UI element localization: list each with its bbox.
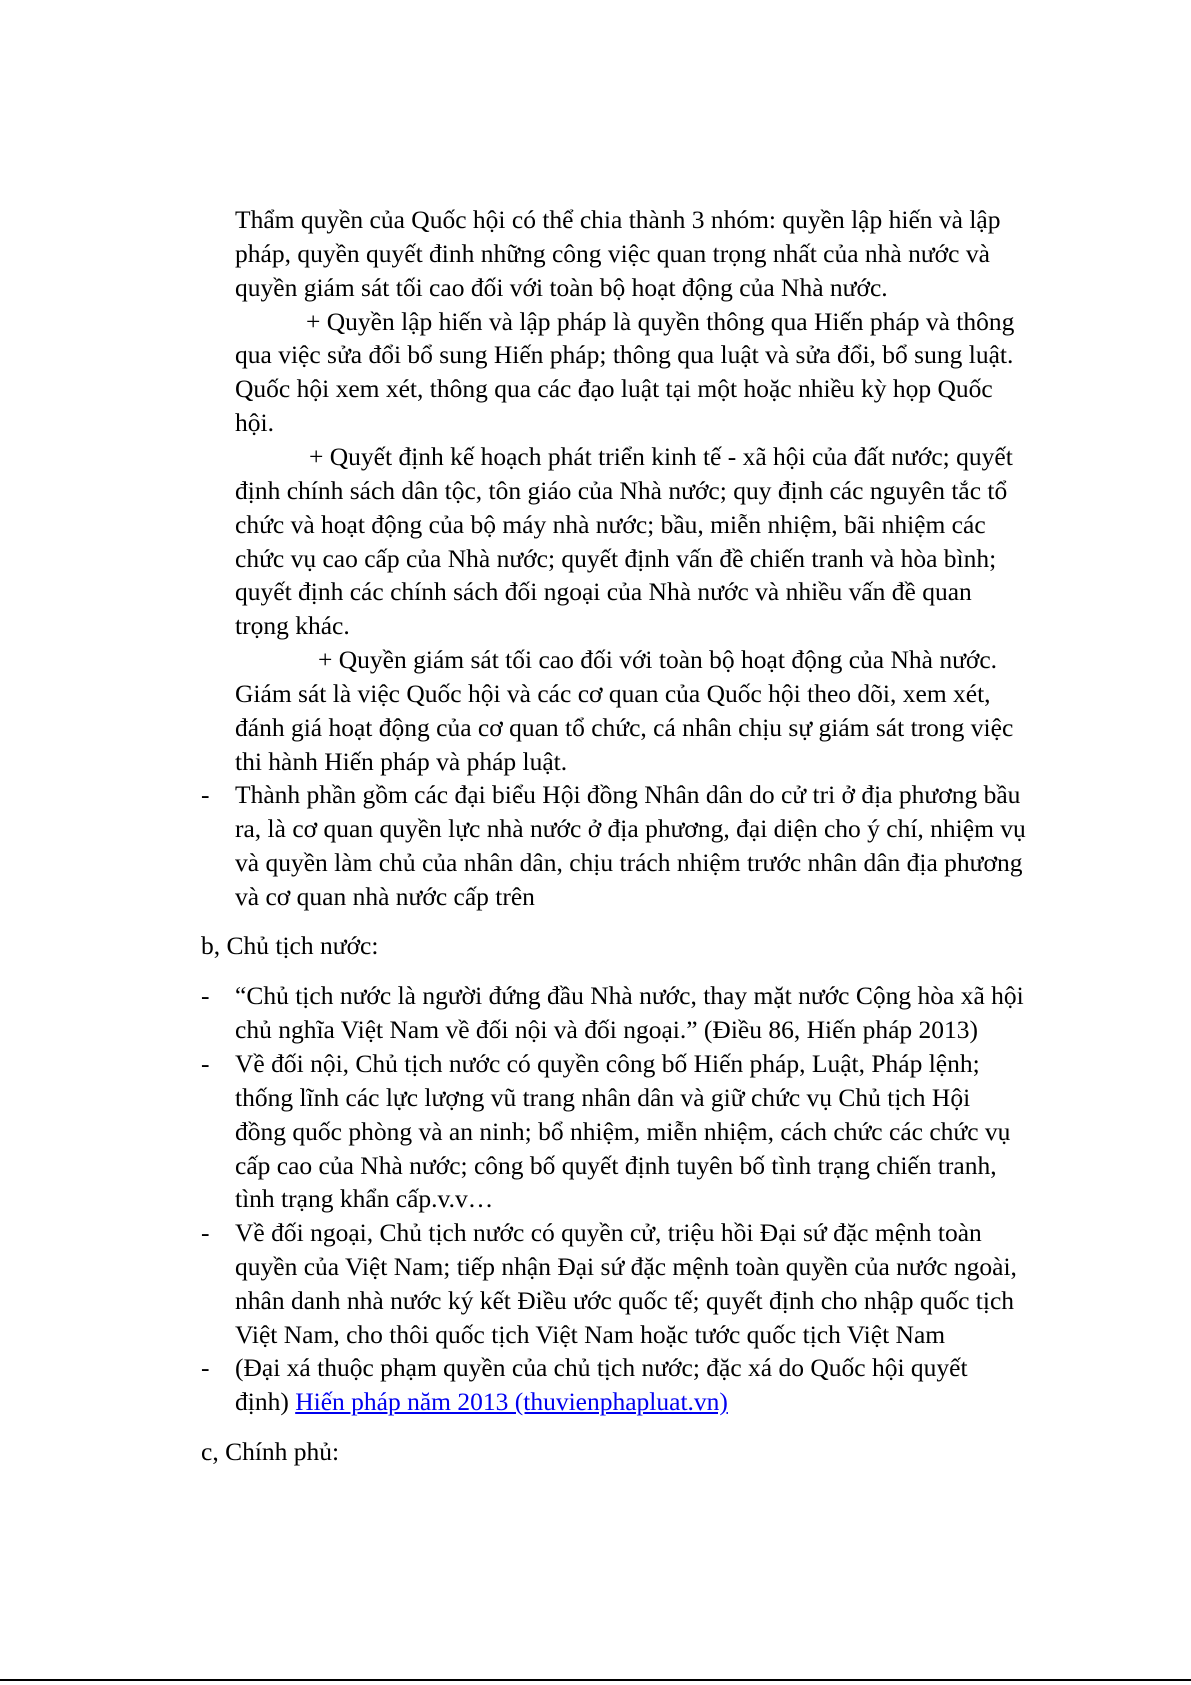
bullet-line: Về đối ngoại, Chủ tịch nước có quyền cử, triệu hồi Đại sứ đặc mệnh toàn: [235, 1218, 982, 1247]
constitution-2013-link[interactable]: Hiến pháp năm 2013 (thuvienphapluat.vn): [295, 1387, 728, 1416]
bullet-line: “Chủ tịch nước là người đứng đầu Nhà nước, thay mặt nước Cộng hòa xã hội: [235, 981, 1024, 1010]
bullet-marker: -: [201, 1049, 210, 1078]
section-heading: c, Chính phủ:: [201, 1437, 340, 1466]
bullet-marker: -: [201, 981, 210, 1010]
bullet-line: [235, 1385, 728, 1419]
bullet-line: đồng quốc phòng và an ninh; bổ nhiệm, miễn nhiệm, cách chức các chức vụ: [235, 1117, 1011, 1146]
section-heading: b, Chủ tịch nước:: [201, 931, 379, 960]
bullet-line: tình trạng khẩn cấp.v.v…: [235, 1184, 494, 1213]
bullet-line: Về đối nội, Chủ tịch nước có quyền công bố Hiến pháp, Luật, Pháp lệnh;: [235, 1049, 980, 1078]
bullet-line: cấp cao của Nhà nước; công bố quyết định tuyên bố tình trạng chiến tranh,: [235, 1151, 997, 1180]
bullet-line: Việt Nam, cho thôi quốc tịch Việt Nam hoặc tước quốc tịch Việt Nam: [235, 1320, 946, 1349]
bullet-marker: -: [201, 1218, 210, 1247]
bullet-line: và cơ quan nhà nước cấp trên: [235, 882, 535, 911]
bullet-marker: -: [201, 1353, 210, 1382]
bullet-line: quyền của Việt Nam; tiếp nhận Đại sứ đặc mệnh toàn quyền của nước ngoài,: [235, 1252, 1017, 1281]
paragraph-line: trọng khác.: [235, 611, 350, 640]
bullet-line: ra, là cơ quan quyền lực nhà nước ở địa phương, đại diện cho ý chí, nhiệm vụ: [235, 814, 1026, 843]
paragraph-line: + Quyền giám sát tối cao đối với toàn bộ hoạt động của Nhà nước.: [318, 645, 998, 674]
paragraph-line: qua việc sửa đổi bổ sung Hiến pháp; thông qua luật và sửa đổi, bổ sung luật.: [235, 340, 1014, 369]
paragraph-line: Thẩm quyền của Quốc hội có thể chia thành 3 nhóm: quyền lập hiến và lập: [235, 205, 1001, 234]
bullet-line: Thành phần gồm các đại biểu Hội đồng Nhân dân do cử tri ở địa phương bầu: [235, 780, 1021, 809]
paragraph-line: pháp, quyền quyết đinh những công việc quan trọng nhất của nhà nước và: [235, 239, 990, 268]
bullet-line: và quyền làm chủ của nhân dân, chịu trách nhiệm trước nhân dân địa phương: [235, 848, 1023, 877]
paragraph-line: chức và hoạt động của bộ máy nhà nước; bầu, miễn nhiệm, bãi nhiệm các: [235, 510, 986, 539]
paragraph-line: Giám sát là việc Quốc hội và các cơ quan của Quốc hội theo dõi, xem xét,: [235, 679, 991, 708]
paragraph-line: định chính sách dân tộc, tôn giáo của Nhà nước; quy định các nguyên tắc tổ: [235, 476, 1008, 505]
paragraph-line: + Quyết định kế hoạch phát triển kinh tế - xã hội của đất nước; quyết: [309, 442, 1013, 471]
bullet-line-prefix: định): [235, 1387, 296, 1416]
paragraph-line: Quốc hội xem xét, thông qua các đạo luật tại một hoặc nhiều kỳ họp Quốc: [235, 374, 993, 403]
footer-rule: [0, 1679, 1191, 1681]
bullet-line: (Đại xá thuộc phạm quyền của chủ tịch nước; đặc xá do Quốc hội quyết: [235, 1353, 968, 1382]
bullet-line: thống lĩnh các lực lượng vũ trang nhân dân và giữ chức vụ Chủ tịch Hội: [235, 1083, 971, 1112]
paragraph-line: thi hành Hiến pháp và pháp luật.: [235, 747, 568, 776]
paragraph-line: chức vụ cao cấp của Nhà nước; quyết định vấn đề chiến tranh và hòa bình;: [235, 544, 997, 573]
bullet-marker: -: [201, 780, 210, 809]
bullet-line: chủ nghĩa Việt Nam về đối nội và đối ngoại.” (Điều 86, Hiến pháp 2013): [235, 1015, 978, 1044]
paragraph-line: hội.: [235, 408, 274, 437]
paragraph-line: đánh giá hoạt động của cơ quan tổ chức, cá nhân chịu sự giám sát trong việc: [235, 713, 1014, 742]
paragraph-line: quyết định các chính sách đối ngoại của Nhà nước và nhiều vấn đề quan: [235, 577, 972, 606]
paragraph-line: quyền giám sát tối cao đối với toàn bộ hoạt động của Nhà nước.: [235, 273, 888, 302]
paragraph-line: + Quyền lập hiến và lập pháp là quyền thông qua Hiến pháp và thông: [306, 307, 1015, 336]
bullet-line: nhân danh nhà nước ký kết Điều ước quốc tế; quyết định cho nhập quốc tịch: [235, 1286, 1015, 1315]
